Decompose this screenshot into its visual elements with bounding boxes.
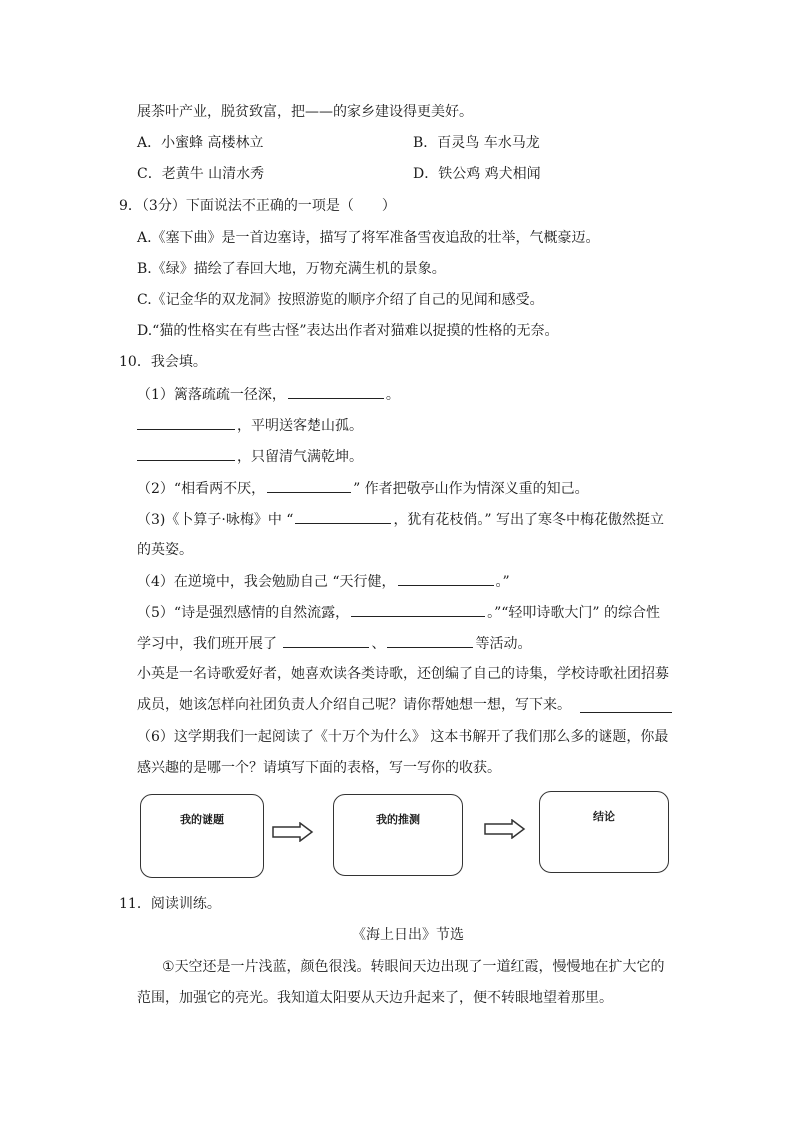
q10-part1-text-a-end: 。 [385, 387, 400, 403]
flow-box-conclusion-label: 结论 [593, 810, 615, 823]
answer-blank[interactable] [283, 633, 369, 648]
flow-box-puzzle[interactable] [140, 794, 264, 878]
q10-part5-text-e: 等活动。 [475, 636, 532, 652]
q10-part1-text-a: （1）篱落疏疏一径深， [137, 387, 286, 403]
flow-box-guess-label: 我的推测 [376, 813, 420, 826]
q10-part5-text-b: 。”“轻叩诗歌大门” 的综合性 [487, 605, 660, 621]
answer-blank[interactable] [267, 478, 351, 493]
q10-stem: 10．我会填。 [119, 354, 207, 370]
q10-part1-text-b: ，平明送客楚山孤。 [237, 418, 363, 434]
answer-blank[interactable] [387, 633, 473, 648]
q10-part5-text-c: 学习中，我们班开展了 [137, 636, 277, 652]
q10-part5 [137, 602, 660, 623]
q11-stem: 11．阅读训练。 [119, 896, 221, 912]
flow-box-puzzle-label: 我的谜题 [180, 813, 224, 826]
q11-para1-line2: 范围，加强它的亮光。我知道太阳要从天边升起来了，便不转眼地望着那里。 [137, 990, 613, 1006]
q10-part3-text-b: ，犹有花枝俏。” 写出了寒冬中梅花傲然挺立 [393, 512, 665, 528]
q8-option-b[interactable]: B．百灵鸟 车水马龙 [413, 135, 540, 151]
q10-part2-text-a: （2）“相看两不厌， [137, 481, 266, 497]
q10-part3 [137, 509, 664, 530]
q9-option-b[interactable]: B.《绿》描绘了春回大地，万物充满生机的景象。 [137, 261, 446, 277]
q10-part5-line2 [137, 633, 531, 654]
q10-part1-line1 [137, 384, 400, 405]
q11-para1-line1 [162, 957, 665, 977]
q9-option-a[interactable]: A.《塞下曲》是一首边塞诗，描写了将军准备雪夜追敌的壮举，气概豪迈。 [137, 230, 600, 246]
q8-option-a[interactable]: A．小蜜蜂 高楼林立 [137, 135, 264, 151]
q9-option-d[interactable]: D.“猫的性格实在有些古怪”表达出作者对猫难以捉摸的性格的无奈。 [137, 323, 559, 339]
q10-part1-line2 [137, 415, 363, 436]
q10-part4-text-a: （4）在逆境中，我会勉励自己 “天行健， [137, 574, 396, 590]
q10-part2-text-b: ” 作者把敬亭山作为情深义重的知己。 [353, 481, 589, 497]
q10-part5-text-g: 成员，她该怎样向社团负责人介绍自己呢？请你帮她想一想，写下来。 [137, 697, 571, 713]
answer-blank[interactable] [137, 415, 235, 430]
right-arrow-icon [272, 822, 314, 842]
q9-stem: 9．（3分）下面说法不正确的一项是（ ） [119, 198, 396, 214]
q10-part1-line3 [137, 446, 363, 467]
q10-part5-line4 [137, 695, 571, 715]
q8-option-c[interactable]: C．老黄牛 山清水秀 [137, 166, 265, 182]
flow-box-conclusion[interactable] [539, 791, 669, 873]
q8-stem-tail: 展茶叶产业，脱贫致富，把——的家乡建设得更美好。 [137, 104, 473, 120]
q10-part5-text-d: 、 [371, 636, 386, 652]
q11-para1-marker: ① [162, 959, 175, 975]
q10-part5-text-a: （5）“诗是强烈感情的自然流露， [137, 605, 350, 621]
q10-part2 [137, 478, 589, 499]
q10-part3-line2: 的英姿。 [137, 542, 193, 558]
answer-blank[interactable] [137, 446, 235, 461]
q10-part4-text-b: 。” [495, 574, 510, 590]
q8-option-d[interactable]: D．铁公鸡 鸡犬相闻 [413, 166, 541, 182]
q10-part6-line1: （6）这学期我们一起阅读了《十万个为什么》 这本书解开了我们那么多的谜题，你最 [137, 729, 669, 745]
q10-part4 [137, 571, 510, 592]
flow-box-guess[interactable] [333, 794, 463, 876]
q11-para1-text-a: 天空还是一片浅蓝，颜色很浅。转眼间天边出现了一道红霞，慢慢地在扩大它的 [174, 959, 665, 975]
right-arrow-icon [484, 819, 526, 839]
answer-blank[interactable] [580, 698, 672, 713]
q11-passage-title: 《海上日出》节选 [352, 927, 464, 943]
q10-part6-line2: 感兴趣的是哪一个？请填写下面的表格，写一写你的收获。 [137, 760, 501, 776]
answer-blank[interactable] [288, 384, 384, 399]
q9-option-c[interactable]: C.《记金华的双龙洞》按照游览的顺序介绍了自己的见闻和感受。 [137, 292, 544, 308]
q10-part1-text-c: ，只留清气满乾坤。 [237, 449, 363, 465]
answer-blank[interactable] [295, 509, 391, 524]
answer-blank[interactable] [398, 571, 494, 586]
q10-part5-line3: 小英是一名诗歌爱好者，她喜欢读各类诗歌，还创编了自己的诗集，学校诗歌社团招募 [137, 666, 669, 682]
answer-blank[interactable] [351, 602, 485, 617]
q10-part3-text-a: （3)《卜算子·咏梅》中 “ [137, 512, 294, 528]
